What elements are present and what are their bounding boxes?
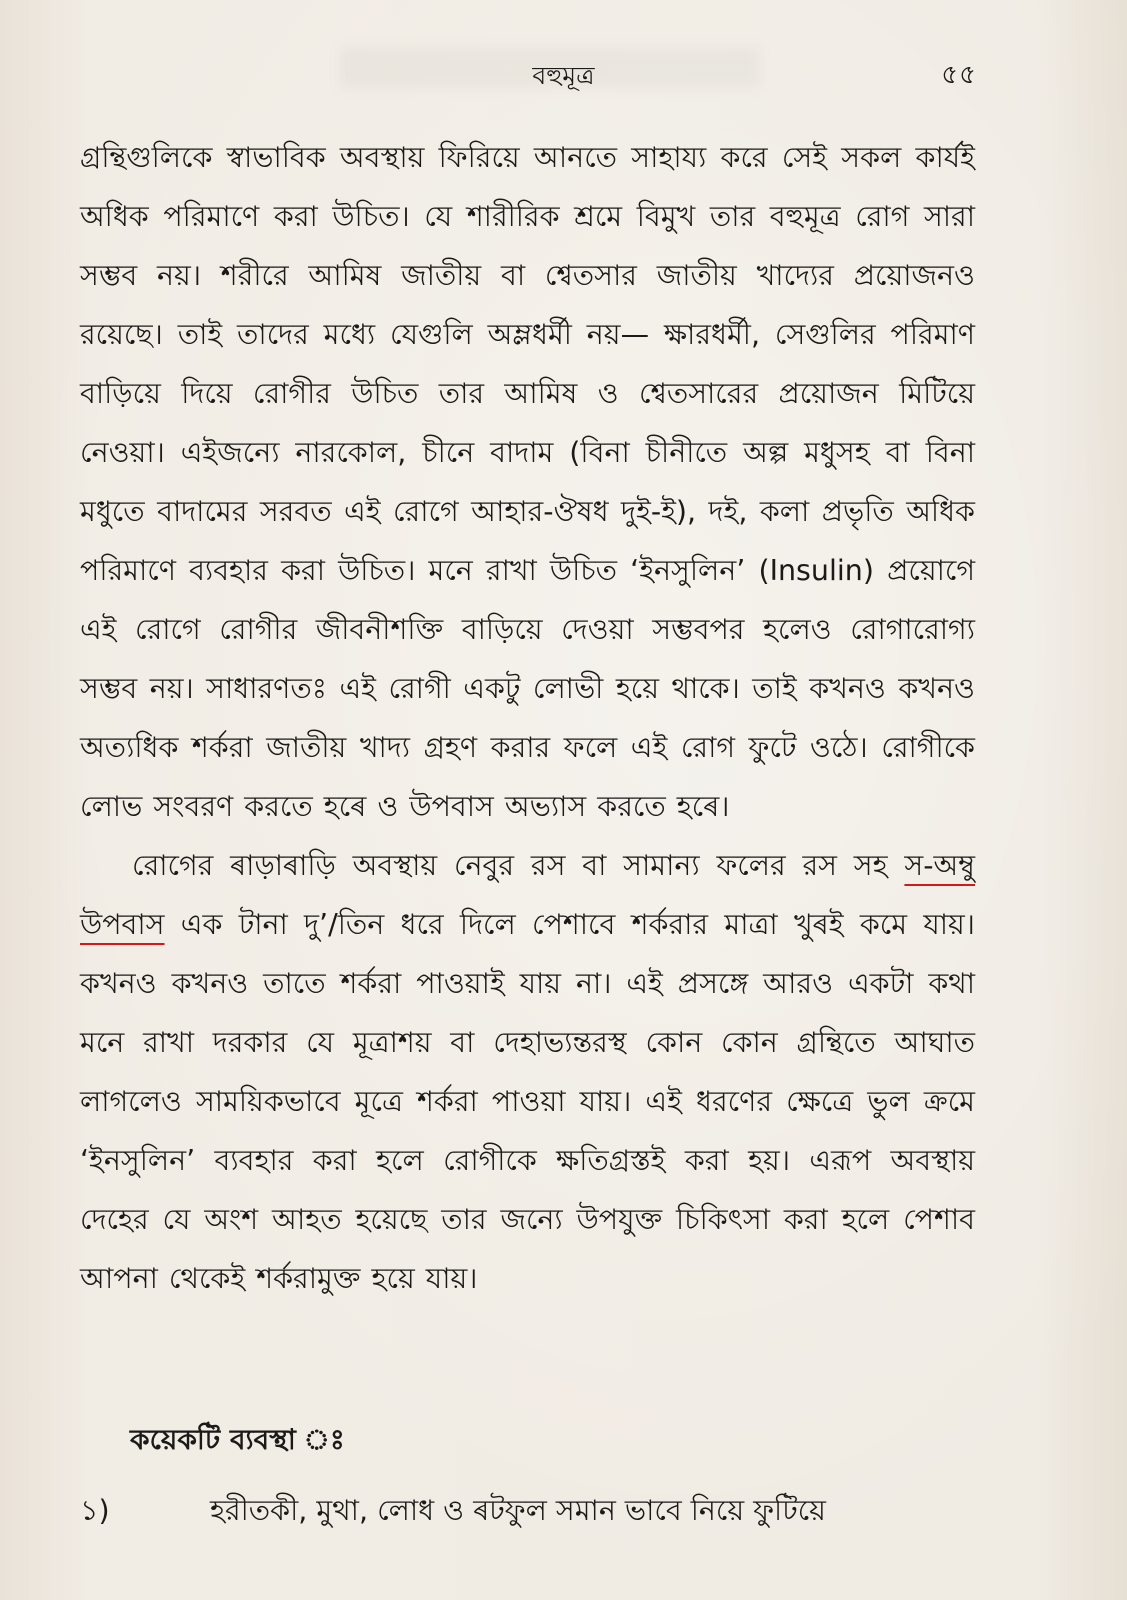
list-item [80,1490,975,1537]
paragraph-2-start: রোগের ৰাড়াৰাড়ি অবস্থায় নেবুর রস বা সামান্য ফলের রস সহ [132,849,888,882]
paragraph-2 [80,836,975,1308]
page-header [0,48,1127,88]
paragraph-2-rest: এক টানা দু’/তিন ধরে দিলে পেশাবে শর্করার মাত্রা খুৰই কমে যায়। কখনও কখনও তাতে শর্করা পাওয়াই যায় না। এই প্রসঙ্গে আরও একটা কথা মনে রাখা দরকার যে মূত্রাশয় বা দেহাভ্যন্তরস্থ কোন কোন গ্রন্থিতে আঘাত লাগলেও সাময়িকভাবে মূত্রে শর্করা পাওয়া যায়। এই ধরণের ক্ষেত্রে ভুল ক্রমে ‘ইনসুলিন’ ব্যবহার করা হলে রোগীকে ক্ষতিগ্রস্তই করা হয়। এরূপ অবস্থায় দেহের যে অংশ আহত হয়েছে তার জন্যে উপযুক্ত চিকিৎসা করা হলে পেশাব আপনা থেকেই শর্করামুক্ত হয়ে যায়। [80,908,975,1295]
running-title: বহুমূত্র [532,61,595,90]
body-text [80,128,975,1308]
page-number: ৫৫ [941,60,977,90]
section-heading: কয়েকটি ব্যবস্থা ঃ [130,1423,345,1456]
list-item-text: হরীতকী, মুথা, লোধ ও ৰটফুল সমান ভাবে নিয়ে ফুটিয়ে [210,1494,826,1527]
list-item-number: ১) [80,1494,110,1527]
underlined-phrase: স-অম্বু উপবাস [80,849,975,941]
paragraph-1: গ্রন্থিগুলিকে স্বাভাবিক অবস্থায় ফিরিয়ে আনতে সাহায্য করে সেই সকল কার্যই অধিক পরিমাণে করা উচিত। যে শারীরিক শ্রমে বিমুখ তার বহুমূত্র রোগ সারা সম্ভব নয়। শরীরে আমিষ জাতীয় বা শ্বেতসার জাতীয় খাদ্যের প্রয়োজনও রয়েছে। তাই তাদের মধ্যে যেগুলি অম্লধর্মী নয়— ক্ষারধর্মী, সেগুলির পরিমাণ বাড়িয়ে দিয়ে রোগীর উচিত তার আমিষ ও শ্বেতসারের প্রয়োজন মিটিয়ে নেওয়া। এইজন্যে নারকোল, চীনে বাদাম (বিনা চীনীতে অল্প মধুসহ বা বিনা মধুতে বাদামের সরবত এই রোগে আহার-ঔষধ দুই-ই), দই, কলা প্রভৃতি অধিক পরিমাণে ব্যবহার করা উচিত। মনে রাখা উচিত ‘ইনসুলিন’ (Insulin) প্রয়োগে এই রোগে রোগীর জীবনীশক্তি বাড়িয়ে দেওয়া সম্ভবপর হলেও রোগারোগ্য সম্ভব নয়। সাধারণতঃ এই রোগী একটু লোভী হয়ে থাকে। তাই কখনও কখনও অত্যধিক শর্করা জাতীয় খাদ্য গ্রহণ করার ফলে এই রোগ ফুটে ওঠে। রোগীকে লোভ সংবরণ করতে হৰে ও উপবাস অভ্যাস করতে হৰে। [80,141,975,823]
